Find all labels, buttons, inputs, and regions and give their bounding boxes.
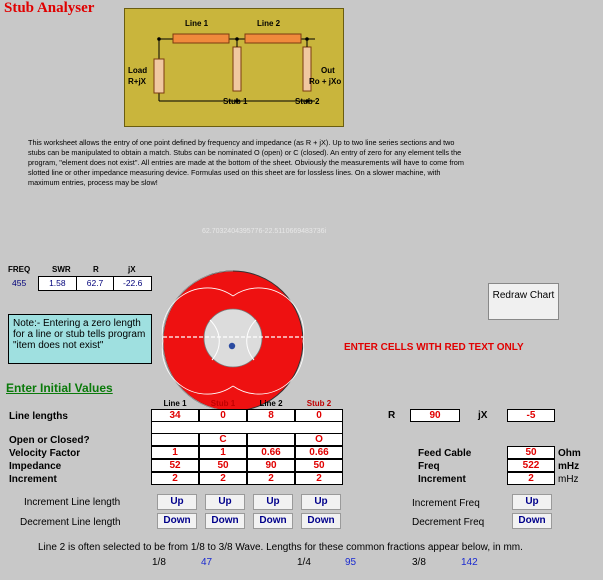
swr-circle bbox=[204, 309, 262, 367]
schem-line2-label: Line 2 bbox=[257, 19, 281, 28]
line1-increment-input[interactable]: 2 bbox=[151, 472, 199, 485]
line2-velocity-input[interactable]: 0.66 bbox=[247, 446, 295, 459]
schematic-diagram bbox=[124, 8, 344, 127]
jx-label: jX bbox=[478, 410, 488, 421]
feed-cable-label: Feed Cable bbox=[418, 448, 472, 459]
readout-box bbox=[38, 276, 152, 291]
jx-input[interactable]: -5 bbox=[507, 409, 555, 422]
stub1-velocity-input[interactable]: 1 bbox=[199, 446, 247, 459]
feed-cable-input[interactable]: 50 bbox=[507, 446, 555, 459]
line2-element bbox=[245, 34, 301, 43]
r-input[interactable]: 90 bbox=[410, 409, 460, 422]
stub1-down-button[interactable]: Down bbox=[205, 513, 245, 529]
stub2-impedance-input[interactable]: 50 bbox=[295, 459, 343, 472]
freq-increment-label: Increment bbox=[418, 474, 466, 485]
line1-down-button[interactable]: Down bbox=[157, 513, 197, 529]
stub1-up-button[interactable]: Up bbox=[205, 494, 245, 510]
freq-down-button[interactable]: Down bbox=[512, 513, 552, 529]
row-label-velocity: Velocity Factor bbox=[9, 448, 81, 459]
col-header-line2: Line 2 bbox=[259, 399, 283, 408]
grid-spacer bbox=[151, 422, 343, 433]
stub2-open-closed-input[interactable]: O bbox=[295, 433, 343, 446]
redraw-chart-button[interactable]: Redraw Chart bbox=[488, 283, 559, 320]
stub2-velocity-input[interactable]: 0.66 bbox=[295, 446, 343, 459]
schem-out-label: Out bbox=[321, 66, 335, 75]
schematic-drawing bbox=[125, 9, 343, 126]
load-element bbox=[154, 59, 164, 93]
row-label-line-lengths: Line lengths bbox=[9, 411, 68, 422]
stub1-length-input[interactable]: 0 bbox=[199, 409, 247, 422]
row-label-open-closed: Open or Closed? bbox=[9, 435, 90, 446]
stub2-down-button[interactable]: Down bbox=[301, 513, 341, 529]
freq-up-button[interactable]: Up bbox=[512, 494, 552, 510]
description-text: This worksheet allows the entry of one point defined by frequency and impedance (as R + jX). Up to two line series sections and two stubs can be manipulated to obtain a match. Stubs can be nominated O (open) or C (closed). An entry of zero for any element tells the program, "element does not exist". All entries are made at the bottom of the sheet. Obviously the measurements will have to come from slotted line or other impedance measuring device. Formulas used on this sheet are for lossless lines. On a slower machine, with maximum entries, process may be slow! bbox=[28, 138, 464, 187]
fraction-value-1-4: 95 bbox=[345, 557, 357, 568]
feed-unit: Ohm bbox=[558, 448, 581, 459]
fraction-label-3-8: 3/8 bbox=[412, 557, 426, 568]
line2-length-input[interactable]: 8 bbox=[247, 409, 295, 422]
stub1-element bbox=[233, 47, 241, 91]
line1-element bbox=[173, 34, 229, 43]
line2-increment-input[interactable]: 2 bbox=[247, 472, 295, 485]
freq-increment-input[interactable]: 2 bbox=[507, 472, 555, 485]
readout-swr-value: 1.58 bbox=[39, 277, 77, 290]
row-label-impedance: Impedance bbox=[9, 461, 62, 472]
schem-load-label: Load bbox=[128, 66, 148, 75]
r-label: R bbox=[388, 410, 396, 421]
decrement-freq-label: Decrement Freq bbox=[412, 517, 485, 528]
smith-chart bbox=[160, 268, 306, 414]
fraction-label-1-8: 1/8 bbox=[152, 557, 166, 568]
fraction-label-1-4: 1/4 bbox=[297, 557, 311, 568]
line2-note: Line 2 is often selected to be from 1/8 to 3/8 Wave. Lengths for these common fractions appear below, in mm. bbox=[38, 542, 523, 553]
schem-stub1-label: Stub 1 bbox=[223, 97, 248, 106]
enter-red-instruction: ENTER CELLS WITH RED TEXT ONLY bbox=[344, 342, 524, 353]
schem-load-z-label: R+jX bbox=[128, 77, 147, 86]
fraction-value-3-8: 142 bbox=[461, 557, 478, 568]
stub1-impedance-input[interactable]: 50 bbox=[199, 459, 247, 472]
stub2-increment-input[interactable]: 2 bbox=[295, 472, 343, 485]
increment-freq-label: Increment Freq bbox=[412, 498, 480, 509]
freq-label: Freq bbox=[418, 461, 440, 472]
decrement-line-length-label: Decrement Line length bbox=[20, 517, 121, 528]
fraction-value-1-8: 47 bbox=[201, 557, 213, 568]
freq-increment-unit: mHz bbox=[558, 474, 579, 485]
line2-impedance-input[interactable]: 90 bbox=[247, 459, 295, 472]
line2-down-button[interactable]: Down bbox=[253, 513, 293, 529]
readout-jx-header: jX bbox=[128, 265, 136, 274]
schem-stub2-label: Stub 2 bbox=[295, 97, 320, 106]
impedance-point bbox=[229, 343, 235, 349]
col-header-stub2: Stub 2 bbox=[306, 399, 332, 408]
note-box: Note:- Entering a zero length for a line or stub tells program "item does not exist" bbox=[8, 314, 152, 364]
readout-jx-value: -22.6 bbox=[122, 278, 143, 288]
stub2-up-button[interactable]: Up bbox=[301, 494, 341, 510]
stub1-increment-input[interactable]: 2 bbox=[199, 472, 247, 485]
readout-r-value: 62.7 bbox=[77, 277, 115, 290]
computed-impedance-text: 62.7032404395776-22.5110669483736i bbox=[202, 228, 327, 235]
line2-open-closed-cell bbox=[247, 433, 295, 446]
col-header-line1: Line 1 bbox=[163, 399, 187, 408]
line2-up-button[interactable]: Up bbox=[253, 494, 293, 510]
readout-freq-header: FREQ bbox=[8, 265, 31, 274]
line1-velocity-input[interactable]: 1 bbox=[151, 446, 199, 459]
col-header-stub1: Stub 1 bbox=[210, 399, 236, 408]
freq-unit: mHz bbox=[558, 461, 580, 472]
row-label-increment: Increment bbox=[9, 474, 57, 485]
schem-out-z-label: Ro + jXo bbox=[309, 77, 342, 86]
stub2-length-input[interactable]: 0 bbox=[295, 409, 343, 422]
schem-line1-label: Line 1 bbox=[185, 19, 209, 28]
line1-up-button[interactable]: Up bbox=[157, 494, 197, 510]
freq-input[interactable]: 522 bbox=[507, 459, 555, 472]
readout-swr-header: SWR bbox=[52, 265, 71, 274]
stub1-open-closed-input[interactable]: C bbox=[199, 433, 247, 446]
increment-line-length-label: Increment Line length bbox=[24, 497, 121, 508]
readout-freq-value: 455 bbox=[12, 278, 27, 288]
initial-values-heading: Enter Initial Values bbox=[6, 381, 113, 395]
line1-impedance-input[interactable]: 52 bbox=[151, 459, 199, 472]
readout-r-header: R bbox=[93, 265, 99, 274]
line1-open-closed-cell bbox=[151, 433, 199, 446]
page-title: Stub Analyser bbox=[4, 0, 95, 16]
line1-length-input[interactable]: 34 bbox=[151, 409, 199, 422]
